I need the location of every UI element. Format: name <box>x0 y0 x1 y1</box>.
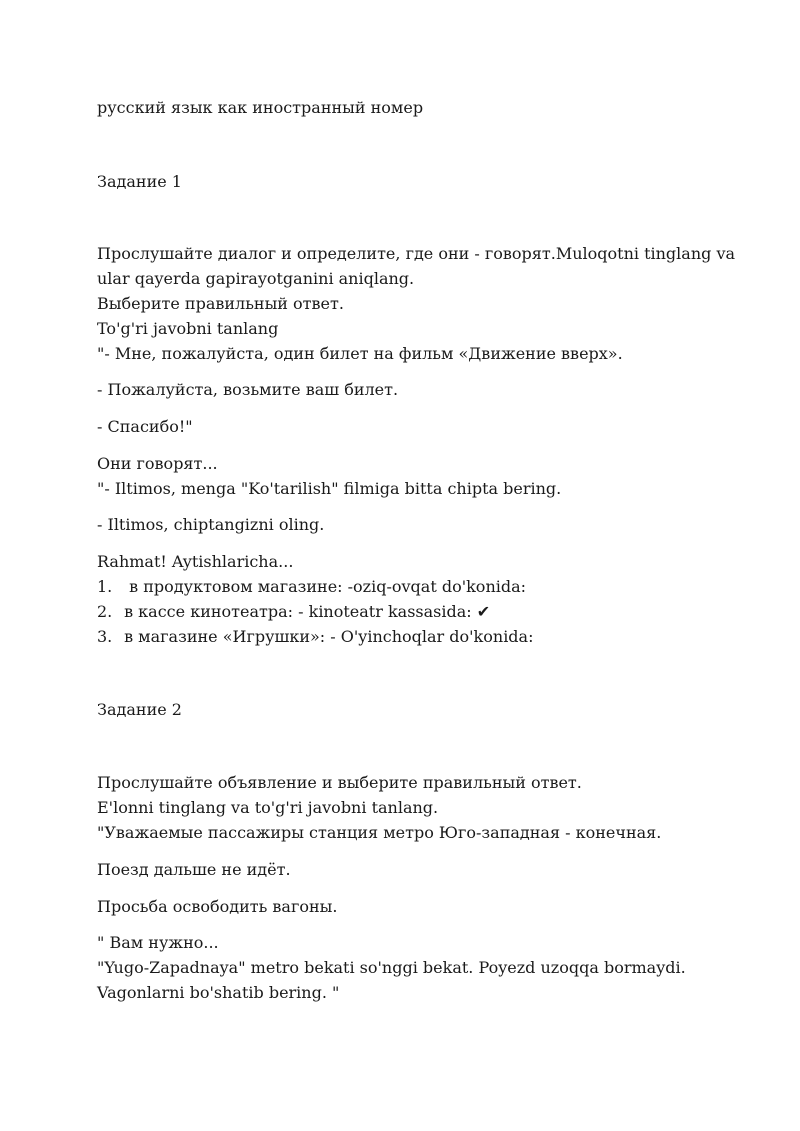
answer-option-number: 2. <box>97 602 113 621</box>
task1-they-say-ru: Они говорят... <box>97 454 218 473</box>
task1-heading: Задание 1 <box>97 172 182 191</box>
answer-option-number: 3. <box>97 627 113 646</box>
document-title: русский язык как иностранный номер <box>97 98 424 117</box>
task2-announcement-uz-1: "Yugo-Zapadnaya" metro bekati so'nggi bekat. Poyezd uzoqqa bormaydi. <box>97 958 686 977</box>
task2-announcement-uz-2: Vagonlarni bo'shatib bering. " <box>97 983 340 1002</box>
task2-you-need-ru: " Вам нужно... <box>97 933 219 952</box>
answer-option-text: в продуктовом магазине: -oziq-ovqat do'konida: <box>119 577 527 596</box>
task2-instruction-uz: E'lonni tinglang va to'g'ri javobni tanlang. <box>97 798 439 817</box>
answer-option-3[interactable] <box>97 625 533 649</box>
task1-dialog-uz-2: - Iltimos, chiptangizni oling. <box>97 515 325 534</box>
task2-announcement-ru-3: Просьба освободить вагоны. <box>97 897 338 916</box>
answer-option-number: 1. <box>97 577 113 596</box>
task1-instruction-line2: ular qayerda gapirayotganini aniqlang. <box>97 269 415 288</box>
task2-announcement-ru-2: Поезд дальше не идёт. <box>97 860 291 879</box>
task2-instruction-ru: Прослушайте объявление и выберите правильный ответ. <box>97 773 582 792</box>
task1-dialog-ru-2: - Пожалуйста, возьмите ваш билет. <box>97 380 399 399</box>
task2-heading: Задание 2 <box>97 700 182 719</box>
task1-choose-uz: To'g'ri javobni tanlang <box>97 319 279 338</box>
task2-announcement-ru-1: "Уважаемые пассажиры станция метро Юго-западная - конечная. <box>97 823 662 842</box>
answer-option-1[interactable] <box>97 575 526 599</box>
task1-choose-ru: Выберите правильный ответ. <box>97 294 344 313</box>
task1-instruction-line1: Прослушайте диалог и определите, где они - говорят.Muloqotni tinglang va <box>97 244 736 263</box>
task1-dialog-uz-1: "- Iltimos, menga "Ko'tarilish" filmiga bitta chipta bering. <box>97 479 562 498</box>
answer-option-text: в кассе кинотеатра: - kinoteatr kassasida: ✔ <box>119 602 491 621</box>
task1-they-say-uz: Rahmat! Aytishlaricha... <box>97 552 294 571</box>
task1-dialog-ru-3: - Спасибо!" <box>97 417 193 436</box>
answer-option-2[interactable] <box>97 600 490 624</box>
task1-dialog-ru-1: "- Мне, пожалуйста, один билет на фильм «Движение вверх». <box>97 344 623 363</box>
answer-option-text: в магазине «Игрушки»: - O'yinchoqlar do'konida: <box>119 627 534 646</box>
